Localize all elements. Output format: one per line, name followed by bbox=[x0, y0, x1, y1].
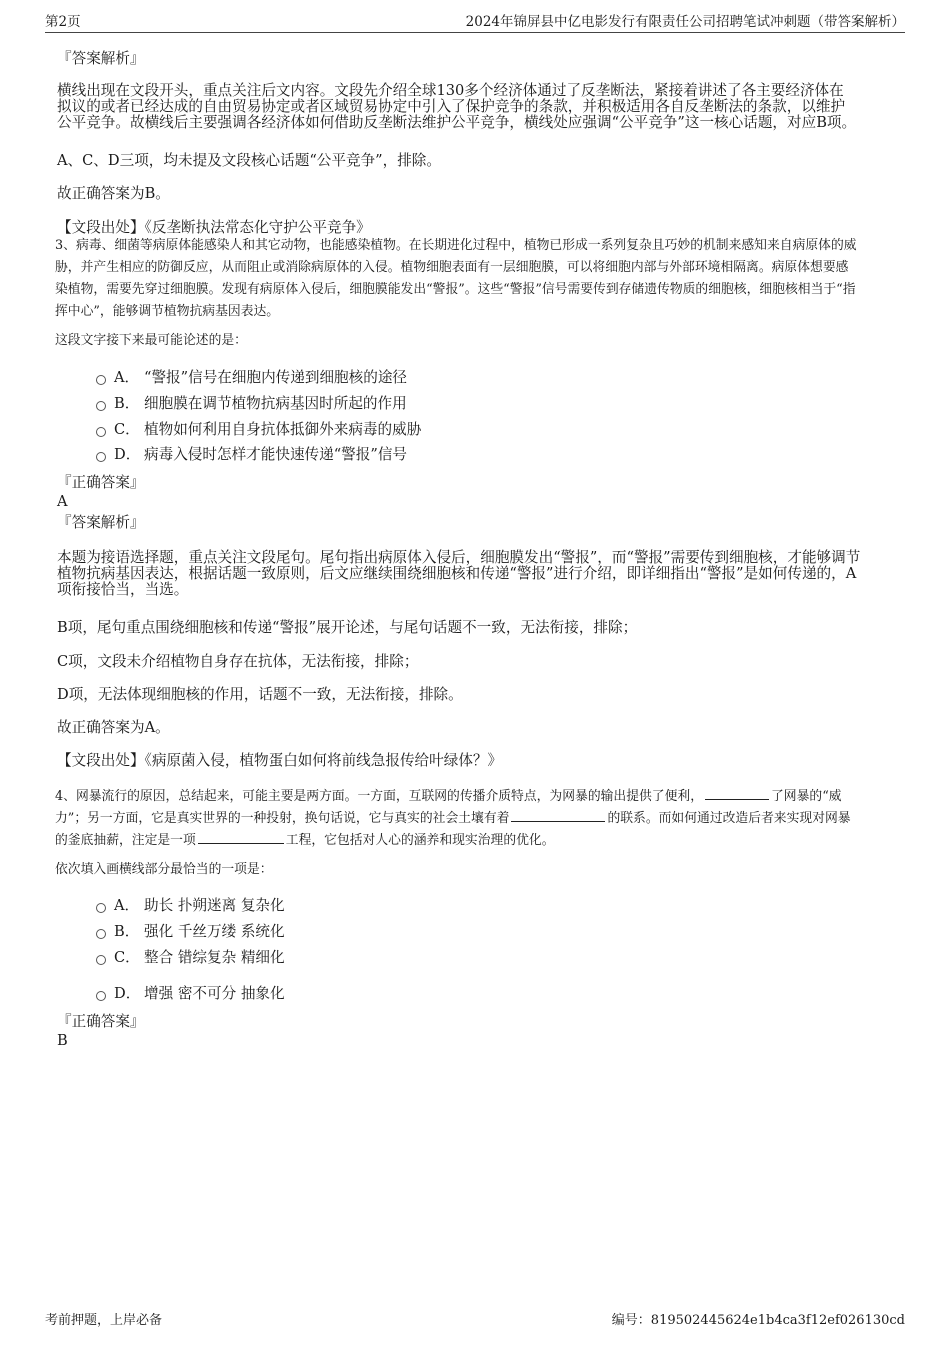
q3-source: 【文段出处】《病原菌入侵，植物蛋白如何将前线急报传给叶绿体？》 bbox=[57, 752, 503, 769]
q3-answer: A bbox=[57, 493, 68, 510]
q4-option-d[interactable]: D． 增强 密不可分 抽象化 bbox=[96, 984, 285, 1004]
q3-answer-title: 『正确答案』 bbox=[57, 474, 145, 491]
radio-icon[interactable] bbox=[96, 903, 106, 913]
q3-analysis-d: D项，无法体现细胞核的作用，话题不一致，无法衔接，排除。 bbox=[57, 686, 463, 703]
q4-option-c[interactable]: C． 整合 错综复杂 精细化 bbox=[96, 948, 285, 968]
fill-blank-3 bbox=[198, 830, 284, 844]
q2-analysis-title: 『答案解析』 bbox=[57, 50, 145, 67]
footer-slogan: 考前押题，上岸必备 bbox=[45, 1313, 163, 1328]
q4-answer: B bbox=[57, 1032, 68, 1049]
q4-question: 依次填入画横线部分最恰当的一项是： bbox=[55, 862, 273, 877]
q4-option-a[interactable]: A． 助长 扑朔迷离 复杂化 bbox=[96, 896, 285, 916]
fill-blank-1 bbox=[705, 786, 769, 800]
q3-analysis-c: C项，文段未介绍植物自身存在抗体，无法衔接，排除； bbox=[57, 653, 419, 670]
radio-icon[interactable] bbox=[96, 401, 106, 411]
page-header bbox=[45, 12, 905, 33]
radio-icon[interactable] bbox=[96, 427, 106, 437]
page-number: 第2页 bbox=[45, 14, 81, 30]
q2-analysis-exclusion: A、C、D三项，均未提及文段核心话题“公平竞争”，排除。 bbox=[57, 152, 441, 169]
document-title: 2024年锦屏县中亿电影发行有限责任公司招聘笔试冲刺题（带答案解析） bbox=[465, 14, 905, 30]
radio-icon[interactable] bbox=[96, 991, 106, 1001]
q2-conclusion: 故正确答案为B。 bbox=[57, 185, 170, 202]
q3-option-b[interactable]: B． 细胞膜在调节植物抗病基因时所起的作用 bbox=[96, 394, 407, 414]
radio-icon[interactable] bbox=[96, 955, 106, 965]
q3-question: 这段文字接下来最可能论述的是： bbox=[55, 333, 247, 348]
q3-option-a[interactable]: A． “警报”信号在细胞内传递到细胞核的途径 bbox=[96, 368, 407, 388]
radio-icon[interactable] bbox=[96, 375, 106, 385]
q3-option-d[interactable]: D． 病毒入侵时怎样才能快速传递“警报”信号 bbox=[96, 445, 407, 465]
radio-icon[interactable] bbox=[96, 452, 106, 462]
q3-conclusion: 故正确答案为A。 bbox=[57, 719, 170, 736]
q4-stem: 4、网暴流行的原因，总结起来，可能主要是两方面。一方面，互联网的传播介质特点，为网暴的输出提供了便利， 了网暴的“威 力”；另一方面，它是真实世界的一种投射，换句话说，它与真实的社会土壤有着 的联系。而如何通过改造后者来实现对网暴 的釜底抽薪，注定是一项 工程，它包括对人心的涵养和现实治理的优化。 bbox=[55, 786, 851, 852]
q2-source: 【文段出处】《反垄断执法常态化守护公平竞争》 bbox=[57, 219, 371, 236]
q4-answer-title: 『正确答案』 bbox=[57, 1013, 145, 1030]
q3-option-c[interactable]: C． 植物如何利用自身抗体抵御外来病毒的威胁 bbox=[96, 420, 421, 440]
footer-code: 编号：819502445624e1b4ca3f12ef026130cd bbox=[611, 1313, 905, 1328]
q3-stem: 3、病毒、细菌等病原体能感染人和其它动物，也能感染植物。在长期进化过程中，植物已形成一系列复杂且巧妙的机制来感知来自病原体的威 胁，并产生相应的防御反应，从而阻止或消除病原体的入侵。植物细胞表面有一层细胞膜，可以将细胞内部与外部环境相隔离。病原体想要感 染植物，需要先穿过细胞膜。发现有病原体入侵后，细胞膜能发出“警报”。这些“警报”信号需要传到存储遗传物质的细胞核，细胞核相当于“指 挥中心”，能够调节植物抗病基因表达。 bbox=[55, 238, 857, 319]
radio-icon[interactable] bbox=[96, 929, 106, 939]
fill-blank-2 bbox=[511, 808, 605, 822]
q2-analysis-paragraph: 横线出现在文段开头，重点关注后文内容。文段先介绍全球130多个经济体通过了反垄断法，紧接着讲述了各主要经济体在 拟议的或者已经达成的自由贸易协定或者区域贸易协定中引入了保护竞争的条款，并积极适用各自反垄断法的条款，以维护 公平竞争。故横线后主要强调各经济体如何借助反垄断法维护公平竞争，横线处应强调“公平竞争”这一核心话题，对应B项。 bbox=[57, 82, 857, 131]
q3-analysis-title: 『答案解析』 bbox=[57, 514, 145, 531]
q4-option-b[interactable]: B． 强化 千丝万缕 系统化 bbox=[96, 922, 285, 942]
q3-analysis-paragraph: 本题为接语选择题，重点关注文段尾句。尾句指出病原体入侵后，细胞膜发出“警报”，而“警报”需要传到细胞核，才能够调节 植物抗病基因表达，根据话题一致原则，后文应继续围绕细胞核和传递“警报”进行介绍，即详细指出“警报”是如何传递的，A 项衔接恰当，当选。 bbox=[57, 549, 861, 598]
q3-analysis-b: B项，尾句重点围绕细胞核和传递“警报”展开论述，与尾句话题不一致，无法衔接，排除； bbox=[57, 619, 638, 636]
